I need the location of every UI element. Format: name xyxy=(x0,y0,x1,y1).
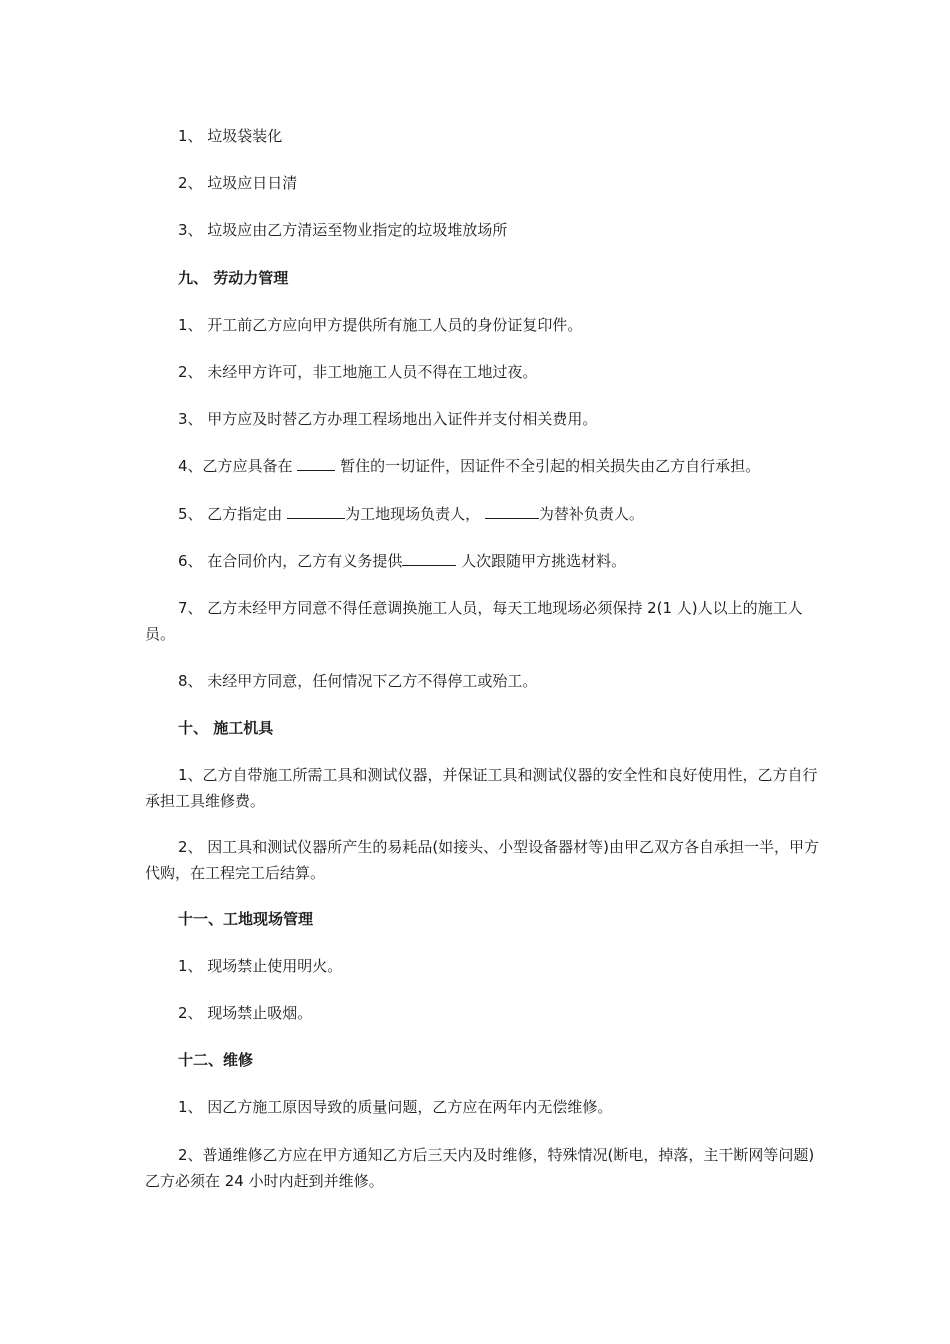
blank-line xyxy=(297,455,335,471)
blank-line xyxy=(287,503,345,519)
blank-line xyxy=(485,503,539,519)
sec9-item-8: 8、 未经甲方同意，任何情况下乙方不得停工或殆工。 xyxy=(178,672,538,690)
sec12-item-1: 1、 因乙方施工原因导致的质量问题，乙方应在两年内无偿维修。 xyxy=(178,1098,613,1116)
sec9-item-4 xyxy=(145,453,825,479)
sec9-item-5 xyxy=(145,501,825,527)
section-10-heading: 十、 施工机具 xyxy=(178,719,274,737)
sec9-item-3: 3、 甲方应及时替乙方办理工程场地出入证件并支付相关费用。 xyxy=(178,410,598,428)
sec10-item-2: 2、 因工具和测试仪器所产生的易耗品(如接头、小型设备器材等)由甲乙双方各自承担一半，甲方代购，在工程完工后结算。 xyxy=(145,838,820,882)
sec9-item-5-part-a: 5、 乙方指定由 xyxy=(178,505,288,523)
sec9-item-5-part-b: 为工地现场负责人， xyxy=(345,505,485,523)
section-12-heading: 十二、维修 xyxy=(178,1051,254,1069)
section-9-heading: 九、 劳动力管理 xyxy=(178,269,289,287)
garbage-item-1: 1、 垃圾袋装化 xyxy=(178,127,283,145)
sec9-item-4-part-a: 4、乙方应具备在 xyxy=(178,457,298,475)
sec9-item-6-part-a: 6、 在合同价内，乙方有义务提供 xyxy=(178,552,403,570)
sec9-item-7: 7、 乙方未经甲方同意不得任意调换施工人员，每天工地现场必须保持 2(1 人)人以上的施工人员。 xyxy=(145,599,803,643)
sec11-item-1: 1、 现场禁止使用明火。 xyxy=(178,957,343,975)
sec11-item-2: 2、 现场禁止吸烟。 xyxy=(178,1004,313,1022)
sec9-item-6-part-b: 人次跟随甲方挑选材料。 xyxy=(456,552,627,570)
section-11-heading: 十一、工地现场管理 xyxy=(178,910,314,928)
sec9-item-6 xyxy=(145,548,825,574)
garbage-item-2: 2、 垃圾应日日清 xyxy=(178,174,298,192)
garbage-item-3: 3、 垃圾应由乙方清运至物业指定的垃圾堆放场所 xyxy=(178,221,508,239)
sec9-item-2: 2、 未经甲方许可，非工地施工人员不得在工地过夜。 xyxy=(178,363,538,381)
blank-line xyxy=(402,550,456,566)
sec12-item-2: 2、普通维修乙方应在甲方通知乙方后三天内及时维修，特殊情况(断电，掉落，主干断网等问题)乙方必须在 24 小时内赶到并维修。 xyxy=(145,1146,815,1190)
sec9-item-5-part-c: 为替补负责人。 xyxy=(538,505,644,523)
sec10-item-1: 1、乙方自带施工所需工具和测试仪器，并保证工具和测试仪器的安全性和良好使用性，乙方自行承担工具维修费。 xyxy=(145,766,818,810)
sec9-item-1: 1、 开工前乙方应向甲方提供所有施工人员的身份证复印件。 xyxy=(178,316,583,334)
sec9-item-4-part-b: 暂住的一切证件，因证件不全引起的相关损失由乙方自行承担。 xyxy=(335,457,761,475)
